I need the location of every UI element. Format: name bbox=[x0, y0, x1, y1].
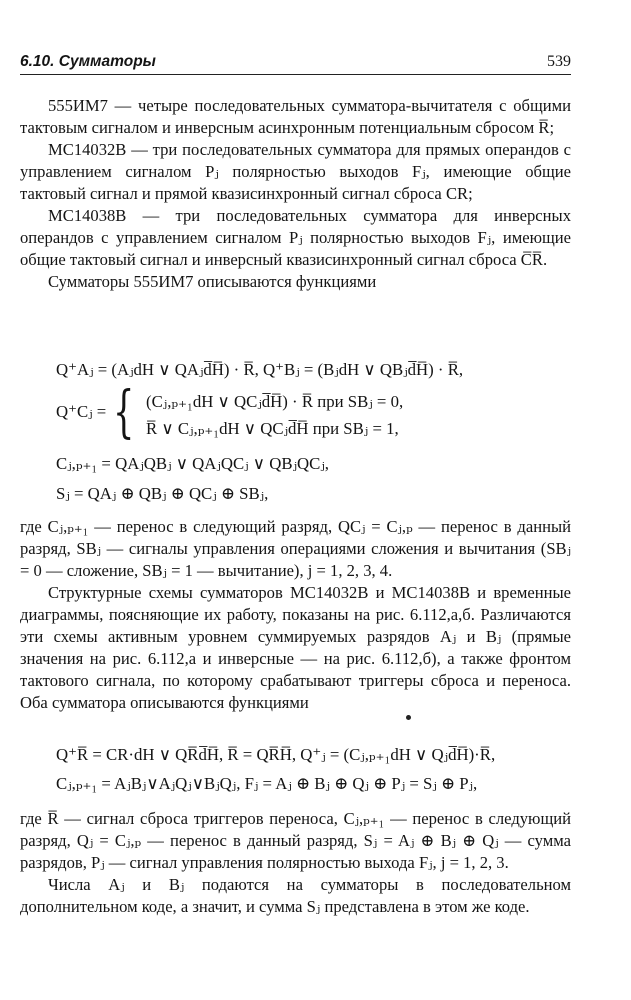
paragraph-intro-functions: Сумматоры 555ИМ7 описываются функциями bbox=[48, 272, 377, 291]
stray-dot bbox=[406, 715, 411, 720]
text-block-bottom bbox=[20, 808, 571, 918]
page-number: 539 bbox=[547, 53, 571, 70]
paragraph-numbers: Числа Aⱼ и Bⱼ подаются на сумматоры в последовательном дополнительном коде, а значит, и сумма Sⱼ представлена в этом же коде. bbox=[20, 875, 571, 916]
formula-qr: Q⁺R̅ = CR·dH ∨ QR̅d̅H̅, R̅ = QR̅H̅, Q⁺ⱼ = (Cⱼ,ₚ₊₁dH ∨ Qⱼd̅H̅)·R̅, bbox=[56, 745, 496, 764]
paragraph-where-carry: где Cⱼ,ₚ₊₁ — перенос в следующий разряд, QCⱼ = Cⱼ,ₚ — перенос в данный разряд, SBⱼ — сигналы управления операциями сложения и вычитания (SBⱼ = 0 — сложение, SBⱼ = 1 — вычитание), j = 1, 2, 3, 4. bbox=[20, 517, 571, 580]
formula-qa-qb: Q⁺Aⱼ = (AⱼdH ∨ QAⱼd̅H̅) · R̅, Q⁺Bⱼ = (BⱼdH ∨ QBⱼd̅H̅) · R̅, bbox=[56, 360, 464, 379]
formula-qc-case-2: R̅ ∨ Cⱼ,ₚ₊₁dH ∨ QCⱼd̅H̅ при SBⱼ = 1, bbox=[146, 419, 399, 438]
formula-sum: Sⱼ = QAⱼ ⊕ QBⱼ ⊕ QCⱼ ⊕ SBⱼ, bbox=[56, 484, 269, 503]
section-title: 6.10. Сумматоры bbox=[20, 53, 156, 70]
paragraph-structure: Структурные схемы сумматоров MC14032B и MC14038B и временные диаграммы, поясняющие их работу, показаны на рис. 6.112,а,б. Различаются эти схемы активным уровнем суммируемых разрядов Aⱼ и Bⱼ (прямые значения на рис. 6.112,а и инверсные — на рис. 6.112,б), а также фронтом тактового сигнала, по которому срабатывают триггеры сброса и переноса. Оба сумматора описываются функциями bbox=[20, 583, 571, 712]
formula-qc-lhs: Q⁺Cⱼ = bbox=[56, 402, 107, 421]
cases-brace: { bbox=[113, 380, 135, 445]
paragraph-mc14038b: MC14038B — три последовательных сумматора для инверсных операндов с управлением сигналом Pⱼ полярностью выходов Fⱼ, имеющие общие тактовый сигнал и инверсный квазисинхронный сигнал сброса C̅R̅. bbox=[20, 206, 571, 269]
formula-cj-fj: Cⱼ,ₚ₊₁ = AⱼBⱼ∨AⱼQⱼ∨BⱼQⱼ, Fⱼ = Aⱼ ⊕ Bⱼ ⊕ Qⱼ ⊕ Pⱼ = Sⱼ ⊕ Pⱼ, bbox=[56, 774, 478, 793]
text-block-top bbox=[20, 95, 571, 293]
paragraph-where-reset: где R̅ — сигнал сброса триггеров переноса, Cⱼ,ₚ₊₁ — перенос в следующий разряд, Qⱼ = Cⱼ,ₚ — перенос в данный разряд, Sⱼ = Aⱼ ⊕ Bⱼ ⊕ Qⱼ — сумма разрядов, Pⱼ — сигнал управления полярностью выхода Fⱼ, j = 1, 2, 3. bbox=[20, 809, 571, 872]
paragraph-mc14032b: MC14032B — три последовательных сумматора для прямых операндов с управлением сигналом Pⱼ полярностью выходов Fⱼ, имеющие общие тактовый сигнал и прямой квазисинхронный сигнал сброса CR; bbox=[20, 140, 571, 203]
text-block-middle bbox=[20, 516, 571, 714]
running-header bbox=[20, 50, 571, 75]
formula-carry: Cⱼ,ₚ₊₁ = QAⱼQBⱼ ∨ QAⱼQCⱼ ∨ QBⱼQCⱼ, bbox=[56, 454, 329, 473]
formula-qc-case-1: (Cⱼ,ₚ₊₁dH ∨ QCⱼd̅H̅) · R̅ при SBⱼ = 0, bbox=[146, 392, 404, 411]
paragraph-555im7: 555ИМ7 — четыре последовательных сумматора-вычитателя с общими тактовым сигналом и инверсным асинхронным потенциальным сбросом R̅; bbox=[20, 96, 571, 137]
